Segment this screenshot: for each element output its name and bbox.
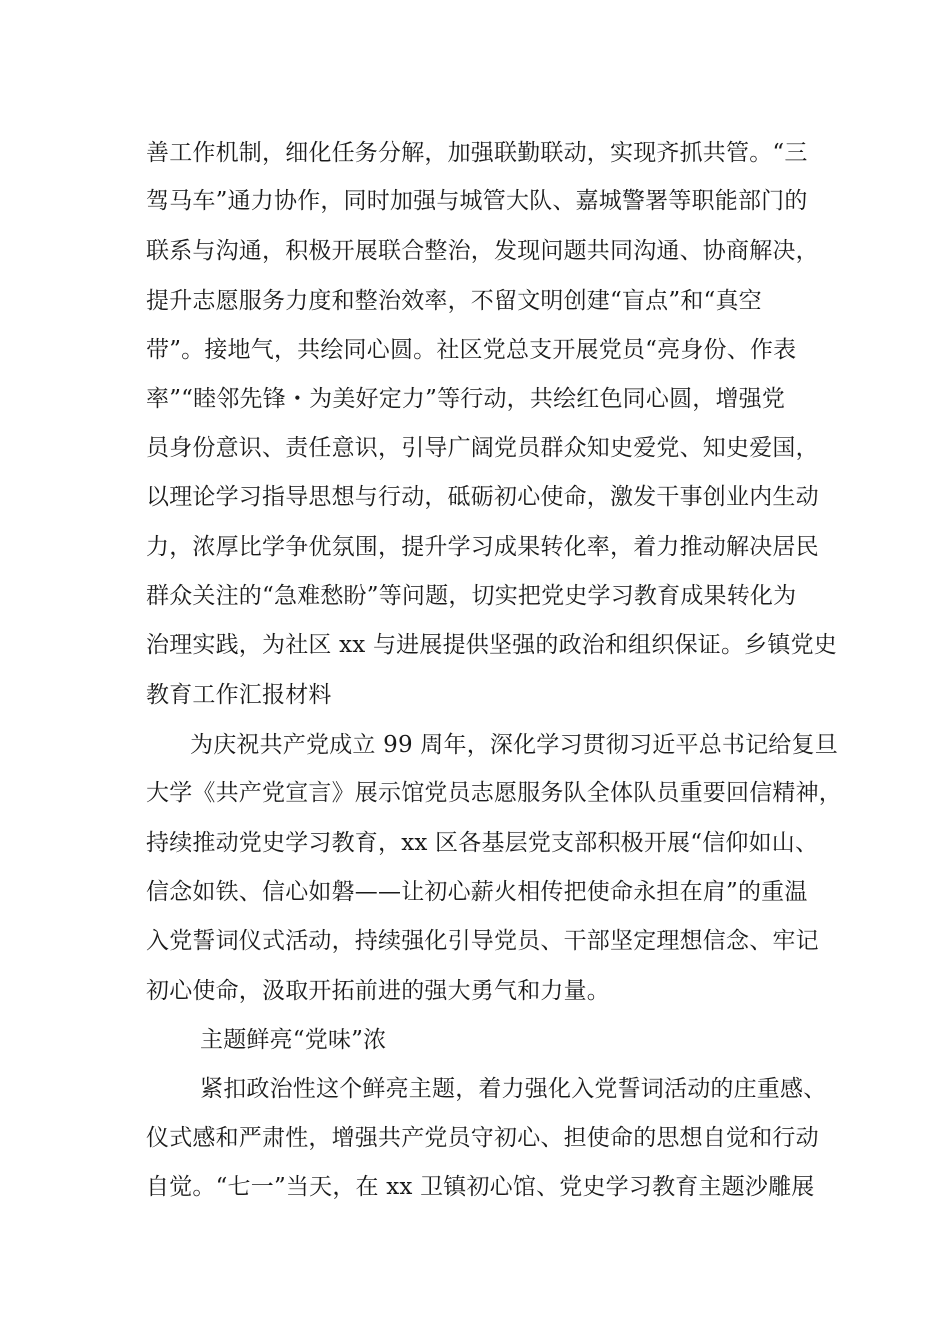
text-line: 员身份意识、责任意识，引导广阔党员群众知史爱党、知史爱国， [146, 435, 819, 461]
text-line: 联系与沟通，积极开展联合整治，发现问题共同沟通、协商解决， [146, 238, 819, 264]
text-line: 治理实践，为社区 xx 与进展提供坚强的政治和组织保证。乡镇党史 [146, 632, 837, 658]
text-line: 带”。接地气，共绘同心圆。社区党总支开展党员“亮身份、作表 [146, 337, 797, 363]
text-line: 教育工作汇报材料 [146, 682, 332, 708]
text-line: 自觉。“七一”当天，在 xx 卫镇初心馆、党史学习教育主题沙雕展 [146, 1174, 815, 1200]
text-line: 群众关注的“急难愁盼”等问题，切实把党史学习教育成果转化为 [146, 583, 797, 609]
text-line: 善工作机制，细化任务分解，加强联勤联动，实现齐抓共管。“三 [146, 140, 808, 166]
text-line: 率”“睦邻先锋・为美好定力”等行动，共绘红色同心圆，增强党 [146, 386, 786, 412]
text-line: 持续推动党史学习教育，xx 区各基层党支部积极开展“信仰如山、 [146, 830, 819, 856]
text-line: 仪式感和严肃性，增强共产党员守初心、担使命的思想自觉和行动 [146, 1125, 819, 1151]
section-heading: 主题鲜亮“党味”浓 [200, 1027, 387, 1053]
text-line: 驾马车”通力协作，同时加强与城管大队、嘉城警署等职能部门的 [146, 188, 808, 214]
text-line: 信念如铁、信心如磐——让初心薪火相传把使命永担在肩”的重温 [146, 879, 808, 905]
text-line: 大学《共产党宣言》展示馆党员志愿服务队全体队员重要回信精神， [146, 780, 842, 806]
paragraph-first-line: 为庆祝共产党成立 99 周年，深化学习贯彻习近平总书记给复旦 [190, 732, 838, 758]
paragraph-first-line: 紧扣政治性这个鲜亮主题，着力强化入党誓词活动的庄重感、 [200, 1076, 827, 1102]
text-line: 提升志愿服务力度和整治效率，不留文明创建“盲点”和“真空 [146, 288, 762, 314]
text-line: 力，浓厚比学争优氛围，提升学习成果转化率，着力推动解决居民 [146, 534, 819, 560]
text-line: 初心使命，汲取开拓前进的强大勇气和力量。 [146, 978, 610, 1004]
text-line: 入党誓词仪式活动，持续强化引导党员、干部坚定理想信念、牢记 [146, 928, 819, 954]
text-line: 以理论学习指导思想与行动，砥砺初心使命，激发干事创业内生动 [146, 484, 819, 510]
